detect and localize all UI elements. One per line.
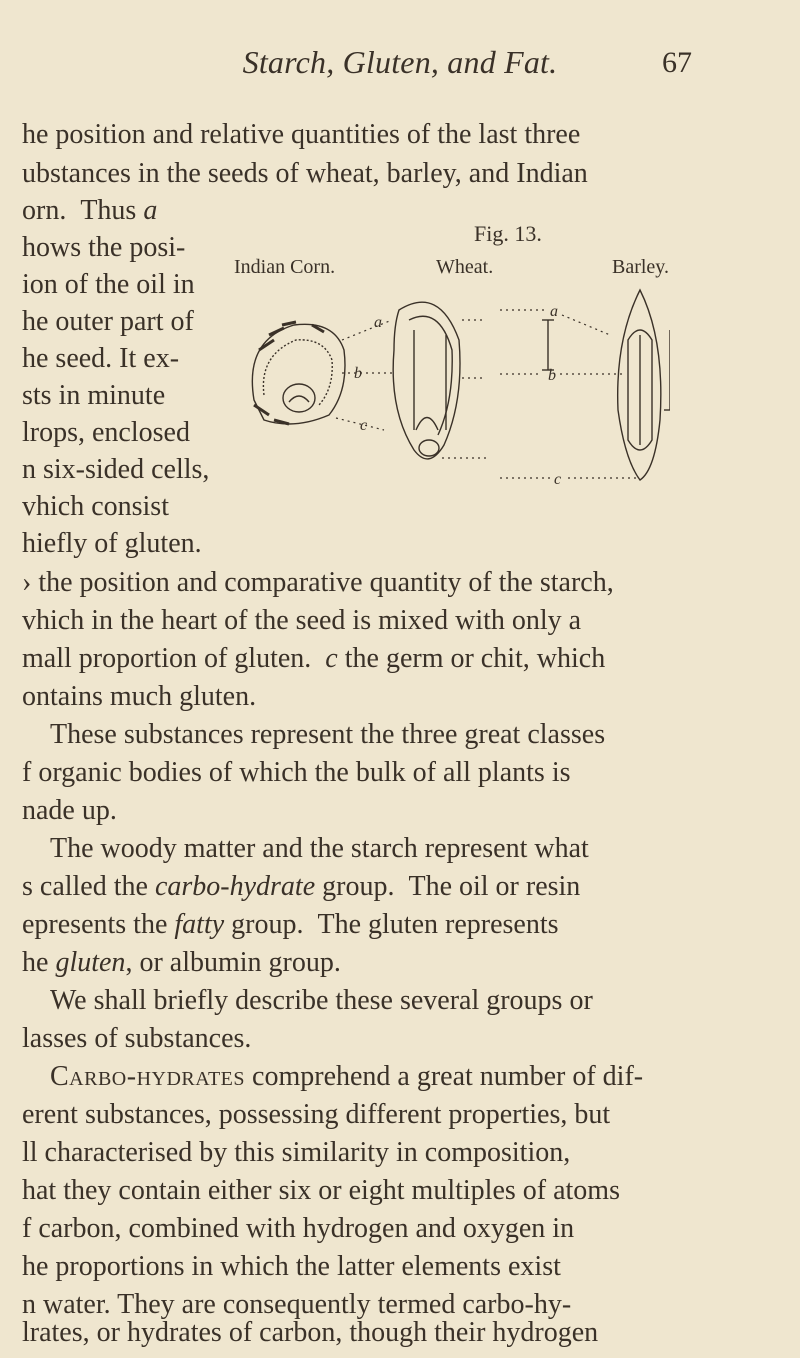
text-line: lrops, enclosed <box>22 417 190 448</box>
figure-letter-b-right: b <box>548 367 556 384</box>
text-line: We shall briefly describe these several groups or <box>50 985 593 1016</box>
text-line: he gluten, or albumin group. <box>22 947 341 978</box>
text-line: he seed. It ex- <box>22 343 180 374</box>
figure-letter-a: a <box>374 314 382 331</box>
text-line: ontains much gluten. <box>22 681 257 712</box>
figure-panel-indian-corn: Indian Corn. <box>234 256 336 278</box>
text-line: vhich in the heart of the seed is mixed with only a <box>22 605 582 636</box>
text-line: lasses of substances. <box>22 1023 252 1054</box>
text-line: he outer part of <box>22 306 194 337</box>
text-line: he position and relative quantities of the last three <box>22 119 581 150</box>
text-line: sts in minute <box>22 380 166 411</box>
text-line: erent substances, possessing different properties, but <box>22 1099 611 1130</box>
seed-figure <box>224 280 494 540</box>
text-line: vhich consist <box>22 491 169 522</box>
indian-corn-kernel <box>252 322 345 424</box>
text-line: mall proportion of gluten. c the germ or chit, which <box>22 643 606 674</box>
running-title: Starch, Gluten, and Fat. <box>242 44 558 80</box>
barley-figure <box>490 280 670 510</box>
figure-letter-c: c <box>360 417 368 434</box>
figure-letter-a-right: a <box>550 303 558 320</box>
figure-letter-c-right: c <box>554 471 562 488</box>
text-line: Carbo-hydrates comprehend a great number of dif- <box>50 1061 644 1092</box>
figure-panel-barley: Barley. <box>612 256 670 278</box>
text-line: s called the carbo-hydrate group. The oil or resin <box>22 871 581 902</box>
text-line: The woody matter and the starch represent what <box>50 833 589 864</box>
text-line: f organic bodies of which the bulk of all plants is <box>22 757 571 788</box>
text-line: he proportions in which the latter elements exist <box>22 1251 561 1282</box>
text-line: hat they contain either six or eight multiples of atoms <box>22 1175 620 1206</box>
text-line: f carbon, combined with hydrogen and oxygen in <box>22 1213 575 1244</box>
text-line: These substances represent the three great classes <box>50 719 606 750</box>
text-line: lrates, or hydrates of carbon, though their hydrogen <box>22 1317 599 1348</box>
figure-label: Fig. 13. <box>474 221 542 246</box>
text-line: hiefly of gluten. <box>22 528 202 559</box>
text-line: ll characterised by this similarity in composition, <box>22 1137 571 1168</box>
text-line: ion of the oil in <box>22 269 195 300</box>
text-line: n six-sided cells, <box>22 454 210 485</box>
text-line: ubstances in the seeds of wheat, barley, and Indian <box>22 158 588 189</box>
page-number: 67 <box>662 46 692 79</box>
wheat-grain <box>393 302 460 459</box>
text-line: nade up. <box>22 795 117 826</box>
text-line: orn. Thus a <box>22 195 158 226</box>
text-line: › the position and comparative quantity of the starch, <box>22 567 614 598</box>
text-line: epresents the fatty group. The gluten represents <box>22 909 559 940</box>
figure-panel-wheat: Wheat. <box>436 256 494 278</box>
text-line: hows the posi- <box>22 232 186 263</box>
text-line: n water. They are consequently termed carbo-hy- <box>22 1289 572 1320</box>
figure-letter-b: b <box>354 365 362 382</box>
running-head <box>0 44 800 84</box>
